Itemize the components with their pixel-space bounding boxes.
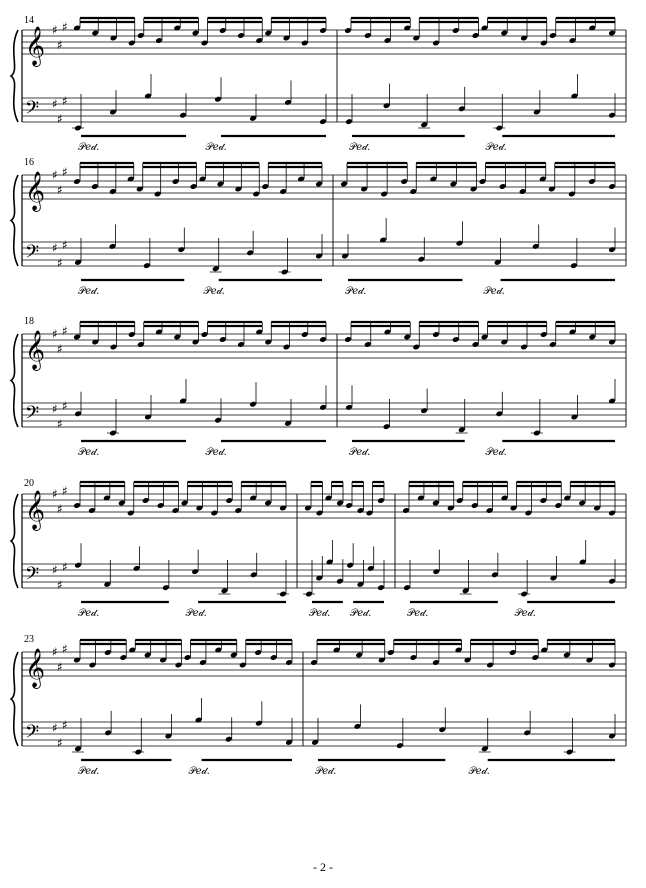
bass-clef-icon: 𝄢 xyxy=(25,403,40,428)
page-number: - 2 - xyxy=(313,860,333,874)
sharp-icon: ♯ xyxy=(62,94,68,108)
sharp-icon: ♯ xyxy=(57,38,63,52)
sharp-icon: ♯ xyxy=(52,97,58,111)
pedal-mark: 𝒫𝑒𝒹. xyxy=(205,447,227,458)
sharp-icon: ♯ xyxy=(57,342,63,356)
pedal-mark: 𝒫𝑒𝒹. xyxy=(185,608,207,619)
pedal-mark: 𝒫𝑒𝒹. xyxy=(309,608,331,619)
sharp-icon: ♯ xyxy=(52,721,58,735)
pedal-mark: 𝒫𝑒𝒹. xyxy=(468,766,490,777)
pedal-mark: 𝒫𝑒𝒹. xyxy=(350,608,372,619)
bass-clef-icon: 𝄢 xyxy=(25,98,40,123)
sharp-icon: ♯ xyxy=(57,183,63,197)
pedal-mark: 𝒫𝑒𝒹. xyxy=(78,142,100,153)
treble-clef-icon: 𝄞 xyxy=(25,171,46,211)
treble-clef-icon: 𝄞 xyxy=(25,26,46,66)
pedal-mark: 𝒫𝑒𝒹. xyxy=(205,142,227,153)
sharp-icon: ♯ xyxy=(57,578,63,592)
bass-clef-icon: 𝄢 xyxy=(25,564,40,589)
sharp-icon: ♯ xyxy=(52,23,58,37)
measure-number-23: 23 xyxy=(24,634,34,645)
sharp-icon: ♯ xyxy=(52,241,58,255)
sharp-icon: ♯ xyxy=(52,168,58,182)
brace xyxy=(11,175,18,266)
pedal-mark: 𝒫𝑒𝒹. xyxy=(483,286,505,297)
brace xyxy=(11,494,18,588)
sharp-icon: ♯ xyxy=(62,165,68,179)
measure-number-18: 18 xyxy=(24,316,34,327)
sharp-icon: ♯ xyxy=(57,417,63,431)
pedal-mark: 𝒫𝑒𝒹. xyxy=(349,447,371,458)
sharp-icon: ♯ xyxy=(52,402,58,416)
pedal-mark: 𝒫𝑒𝒹. xyxy=(315,766,337,777)
sharp-icon: ♯ xyxy=(62,484,68,498)
sharp-icon: ♯ xyxy=(52,645,58,659)
pedal-mark: 𝒫𝑒𝒹. xyxy=(349,142,371,153)
pedal-mark: 𝒫𝑒𝒹. xyxy=(485,447,507,458)
treble-clef-icon: 𝄞 xyxy=(25,648,46,688)
brace xyxy=(11,652,18,746)
treble-clef-icon: 𝄞 xyxy=(25,490,46,530)
sharp-icon: ♯ xyxy=(62,20,68,34)
brace xyxy=(11,30,18,122)
pedal-mark: 𝒫𝑒𝒹. xyxy=(78,608,100,619)
sharp-icon: ♯ xyxy=(57,660,63,674)
sharp-icon: ♯ xyxy=(62,642,68,656)
sharp-icon: ♯ xyxy=(52,563,58,577)
sharp-icon: ♯ xyxy=(52,487,58,501)
brace xyxy=(11,334,18,427)
measure-number-14: 14 xyxy=(24,15,34,26)
pedal-mark: 𝒫𝑒𝒹. xyxy=(485,142,507,153)
sharp-icon: ♯ xyxy=(62,324,68,338)
pedal-mark: 𝒫𝑒𝒹. xyxy=(188,766,210,777)
measure-number-20: 20 xyxy=(24,478,34,489)
sharp-icon: ♯ xyxy=(62,560,68,574)
pedal-mark: 𝒫𝑒𝒹. xyxy=(203,286,225,297)
pedal-mark: 𝒫𝑒𝒹. xyxy=(78,447,100,458)
sharp-icon: ♯ xyxy=(62,399,68,413)
pedal-mark: 𝒫𝑒𝒹. xyxy=(514,608,536,619)
pedal-mark: 𝒫𝑒𝒹. xyxy=(345,286,367,297)
sharp-icon: ♯ xyxy=(57,736,63,750)
pedal-mark: 𝒫𝑒𝒹. xyxy=(78,286,100,297)
sharp-icon: ♯ xyxy=(62,238,68,252)
bass-clef-icon: 𝄢 xyxy=(25,242,40,267)
sharp-icon: ♯ xyxy=(57,112,63,126)
treble-clef-icon: 𝄞 xyxy=(25,330,46,370)
pedal-mark: 𝒫𝑒𝒹. xyxy=(407,608,429,619)
sharp-icon: ♯ xyxy=(62,718,68,732)
sharp-icon: ♯ xyxy=(52,327,58,341)
pedal-mark: 𝒫𝑒𝒹. xyxy=(78,766,100,777)
sharp-icon: ♯ xyxy=(57,256,63,270)
sharp-icon: ♯ xyxy=(57,502,63,516)
measure-number-16: 16 xyxy=(24,157,34,168)
bass-clef-icon: 𝄢 xyxy=(25,722,40,747)
